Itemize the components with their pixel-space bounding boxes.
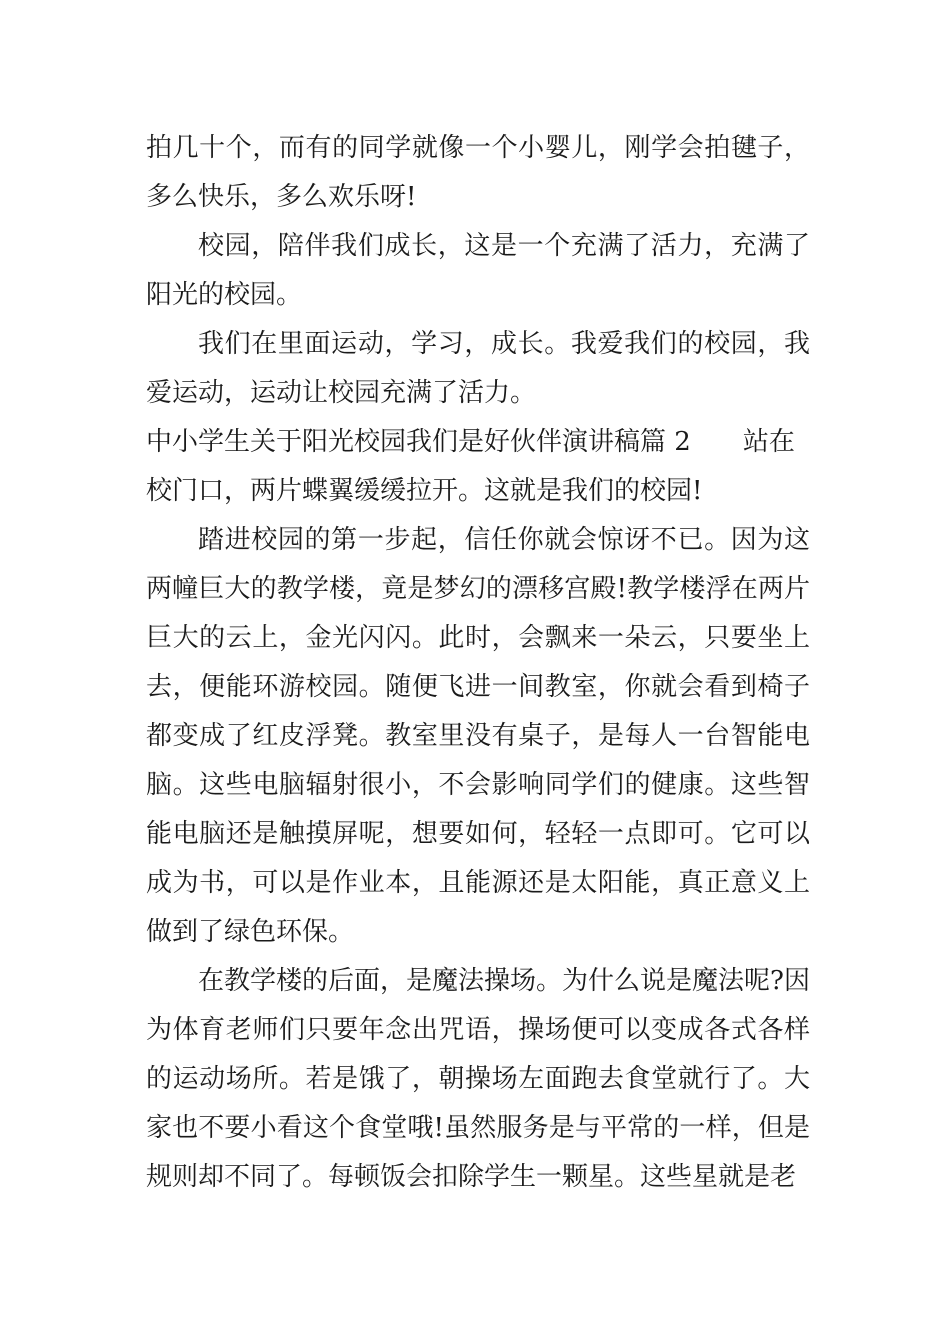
document-body xyxy=(146,124,810,1202)
paragraph-3: 我们在里面运动，学习，成长。我爱我们的校园，我爱运动，运动让校园充满了活力。 xyxy=(146,329,810,408)
section-title: 中小学生关于阳光校园我们是好伙伴演讲稿篇 2 xyxy=(146,427,691,457)
paragraph-1: 拍几十个，而有的同学就像一个小婴儿，刚学会拍毽子，多么快乐，多么欢乐呀! xyxy=(146,133,810,212)
section-lead-text: 站在校门口，两片蝶翼缓缓拉开。这就是我们的校园! xyxy=(146,427,795,506)
paragraph-5: 在教学楼的后面，是魔法操场。为什么说是魔法呢?因为体育老师们只要年念出咒语，操场便可以变成各式各样的运动场所。若是饿了，朝操场左面跑去食堂就行了。大家也不要小看这个食堂哦!虽然服务是与平常的一样，但是规则却不同了。每顿饭会扣除学生一颗星。这些星就是老 xyxy=(146,966,810,1192)
paragraph-4: 踏进校园的第一步起，信任你就会惊讶不已。因为这两幢巨大的教学楼，竟是梦幻的漂移宫殿!教学楼浮在两片巨大的云上，金光闪闪。此时，会飘来一朵云，只要坐上去，便能环游校园。随便飞进一间教室，你就会看到椅子都变成了红皮浮凳。教室里没有桌子，是每人一台智能电脑。这些电脑辐射很小，不会影响同学们的健康。这些智能电脑还是触摸屏呢，想要如何，轻轻一点即可。它可以成为书，可以是作业本，且能源还是太阳能，真正意义上做到了绿色环保。 xyxy=(146,525,810,947)
paragraph-2: 校园，陪伴我们成长，这是一个充满了活力，充满了阳光的校园。 xyxy=(146,231,810,310)
section-heading-line xyxy=(146,418,810,516)
